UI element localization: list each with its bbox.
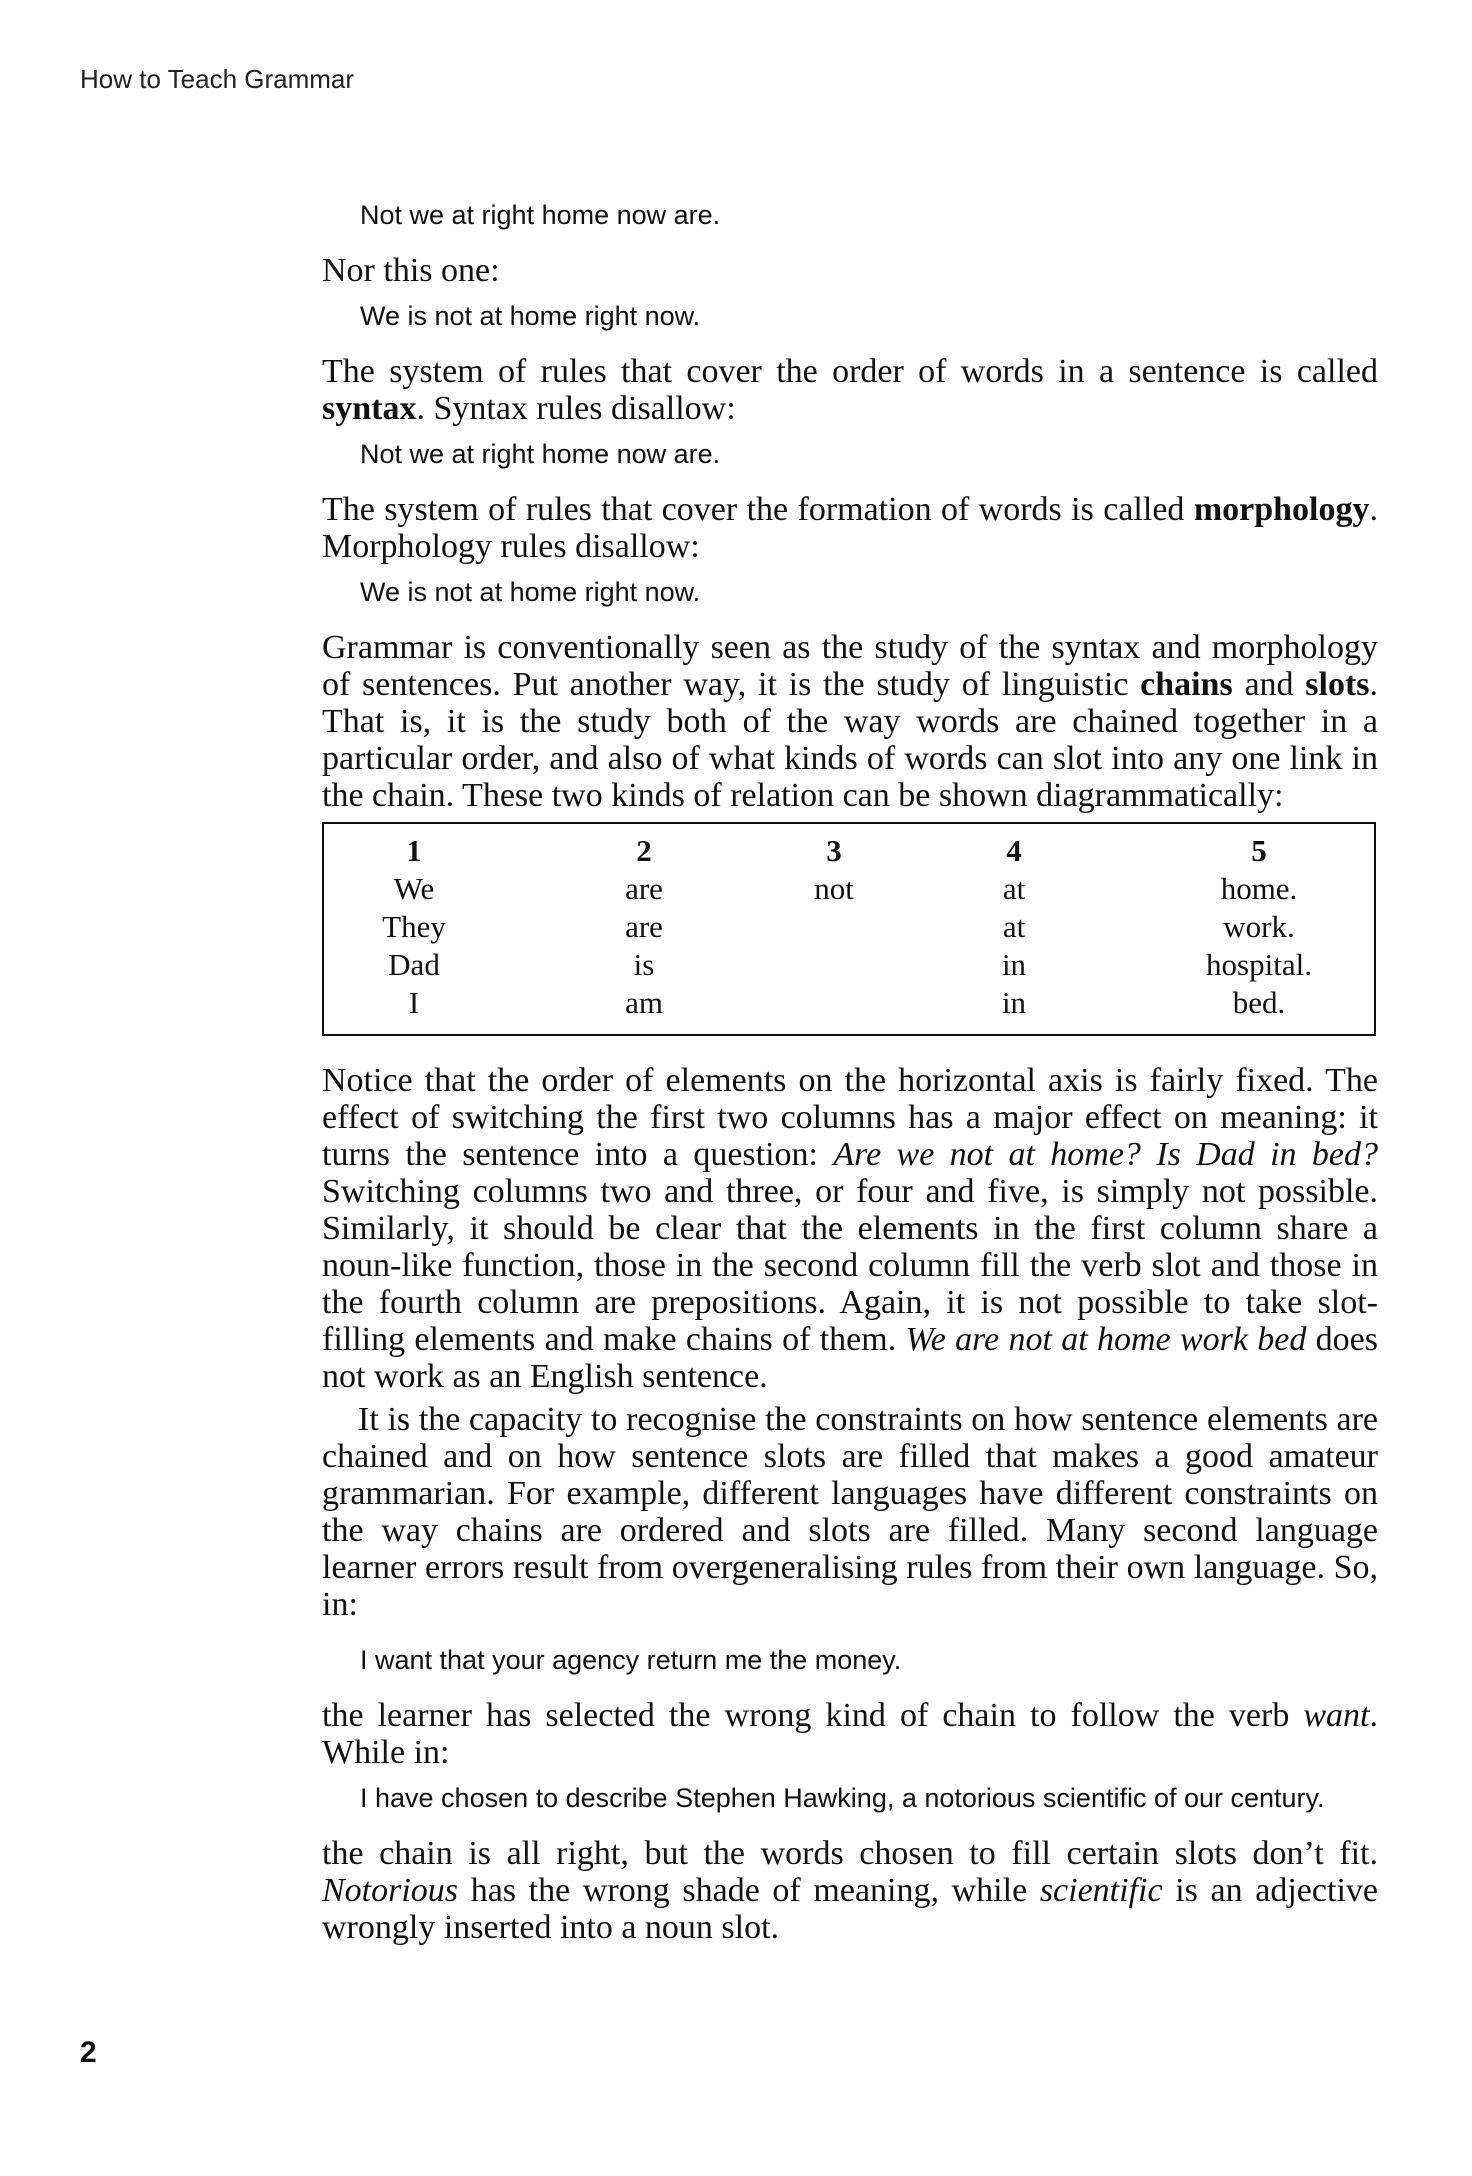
diagram-cell: They [382, 909, 446, 944]
chain-slot-diagram [322, 822, 1376, 1036]
diagram-cell: at [1002, 909, 1026, 944]
text-run: . Syntax rules disallow: [416, 390, 736, 427]
text-run: . That is, it is the study both of the way words are chained together in a particular order, and also of what kinds of words can slot into any one link in the chain. These two kinds of relation can be shown diagrammatically: [322, 666, 1379, 814]
paragraph: Nor this one: [322, 252, 500, 289]
diagram-row [324, 946, 1374, 984]
column-number: 3 [826, 833, 842, 868]
example-sentence: We is not at home right now. [360, 301, 701, 331]
column-number: 5 [1251, 833, 1267, 868]
term-want: want [1303, 1697, 1370, 1734]
example-sentence: Not we at right home now are. [360, 439, 721, 469]
diagram-cell: in [1001, 947, 1027, 982]
text-run: Switching columns two and three, or four and five, is simply not possible. Similarly, it should be clear that the elements in the first column share a noun-like function, those in the second column fill the verb slot and those in the fourth column are prepositions. Again, it is not possible to take slot-filling elements and make chains of them. [322, 1173, 1378, 1358]
diagram-cell [784, 908, 884, 946]
text-run: is an adjective wrongly inserted into a noun slot. [322, 1872, 1378, 1946]
text-run: The system of rules that cover the formation of words is called [322, 491, 1194, 528]
diagram-cell: work. [1223, 909, 1295, 944]
term-morphology: morphology [1193, 491, 1370, 528]
paragraph [322, 353, 1378, 427]
text-run: . While in: [322, 1697, 1378, 1771]
text-run: Grammar is conventionally seen as the study of the syntax and morphology of sentences. Put another way, it is the study of linguistic [322, 629, 1378, 703]
term-notorious: Notorious [322, 1872, 459, 1909]
diagram-row [324, 870, 1374, 908]
term-syntax: syntax [322, 390, 417, 427]
diagram-cell: hospital. [1206, 947, 1312, 982]
term-chains: chains [1140, 666, 1233, 703]
diagram-cell: not [814, 871, 854, 906]
text-run: the chain is all right, but the words chosen to fill certain slots don’t fit. [322, 1835, 1378, 1872]
diagram-cell [784, 946, 884, 984]
page-number: 2 [80, 2036, 97, 2069]
example-sentence: I want that your agency return me the money. [360, 1645, 902, 1675]
term-slots: slots [1305, 666, 1370, 703]
diagram-cell: bed. [1232, 985, 1286, 1020]
paragraph [322, 491, 1378, 565]
diagram-cell: are [625, 909, 663, 944]
diagram-cell: are [625, 871, 663, 906]
diagram-cell: at [1002, 871, 1026, 906]
text-run: . Morphology rules disallow: [322, 491, 1378, 565]
diagram-row [324, 984, 1374, 1022]
example-questions: Are we not at home? Is Dad in bed? [833, 1136, 1378, 1173]
term-scientific: scientific [1039, 1872, 1163, 1909]
diagram-cell [784, 984, 884, 1022]
running-head: How to Teach Grammar [80, 64, 355, 94]
paragraph [322, 1697, 1378, 1771]
diagram-cell: am [625, 985, 663, 1020]
example-chain: We are not at home work bed [905, 1321, 1307, 1358]
diagram-cell: Dad [388, 947, 440, 982]
paragraph [322, 1062, 1378, 1395]
text-run: and [1232, 666, 1306, 703]
diagram-cell: home. [1220, 871, 1298, 906]
diagram-cell: I [408, 985, 420, 1020]
column-number: 1 [406, 833, 422, 868]
text-run: has the wrong shade of meaning, while [458, 1872, 1040, 1909]
example-sentence: I have chosen to describe Stephen Hawking, a notorious scientific of our century. [360, 1783, 1325, 1813]
example-sentence: Not we at right home now are. [360, 200, 721, 230]
paragraph [322, 1835, 1378, 1946]
column-number: 4 [1006, 833, 1022, 868]
column-number: 2 [636, 833, 652, 868]
text-run: The system of rules that cover the order of words in a sentence is called [322, 353, 1378, 390]
text-run: the learner has selected the wrong kind of chain to follow the verb [322, 1697, 1304, 1734]
text-run: Notice that the order of elements on the horizontal axis is fairly fixed. The effect of switching the first two columns has a major effect on meaning: it turns the sentence into a question: [322, 1062, 1378, 1173]
diagram-cell: is [633, 947, 655, 982]
diagram-cell: We [393, 871, 435, 906]
diagram-cell: in [1001, 985, 1027, 1020]
paragraph [322, 629, 1378, 814]
example-sentence: We is not at home right now. [360, 577, 701, 607]
page-content [322, 196, 1378, 1964]
diagram-header-row [324, 832, 1374, 870]
paragraph: It is the capacity to recognise the constraints on how sentence elements are chained and on how sentence slots are filled that makes a good amateur grammarian. For example, different languages have different constraints on the way chains are ordered and slots are filled. Many second language learner errors result from overgeneralising rules from their own language. So, in: [322, 1401, 1378, 1623]
text-run: does not work as an English sentence. [322, 1321, 1378, 1395]
diagram-row [324, 908, 1374, 946]
